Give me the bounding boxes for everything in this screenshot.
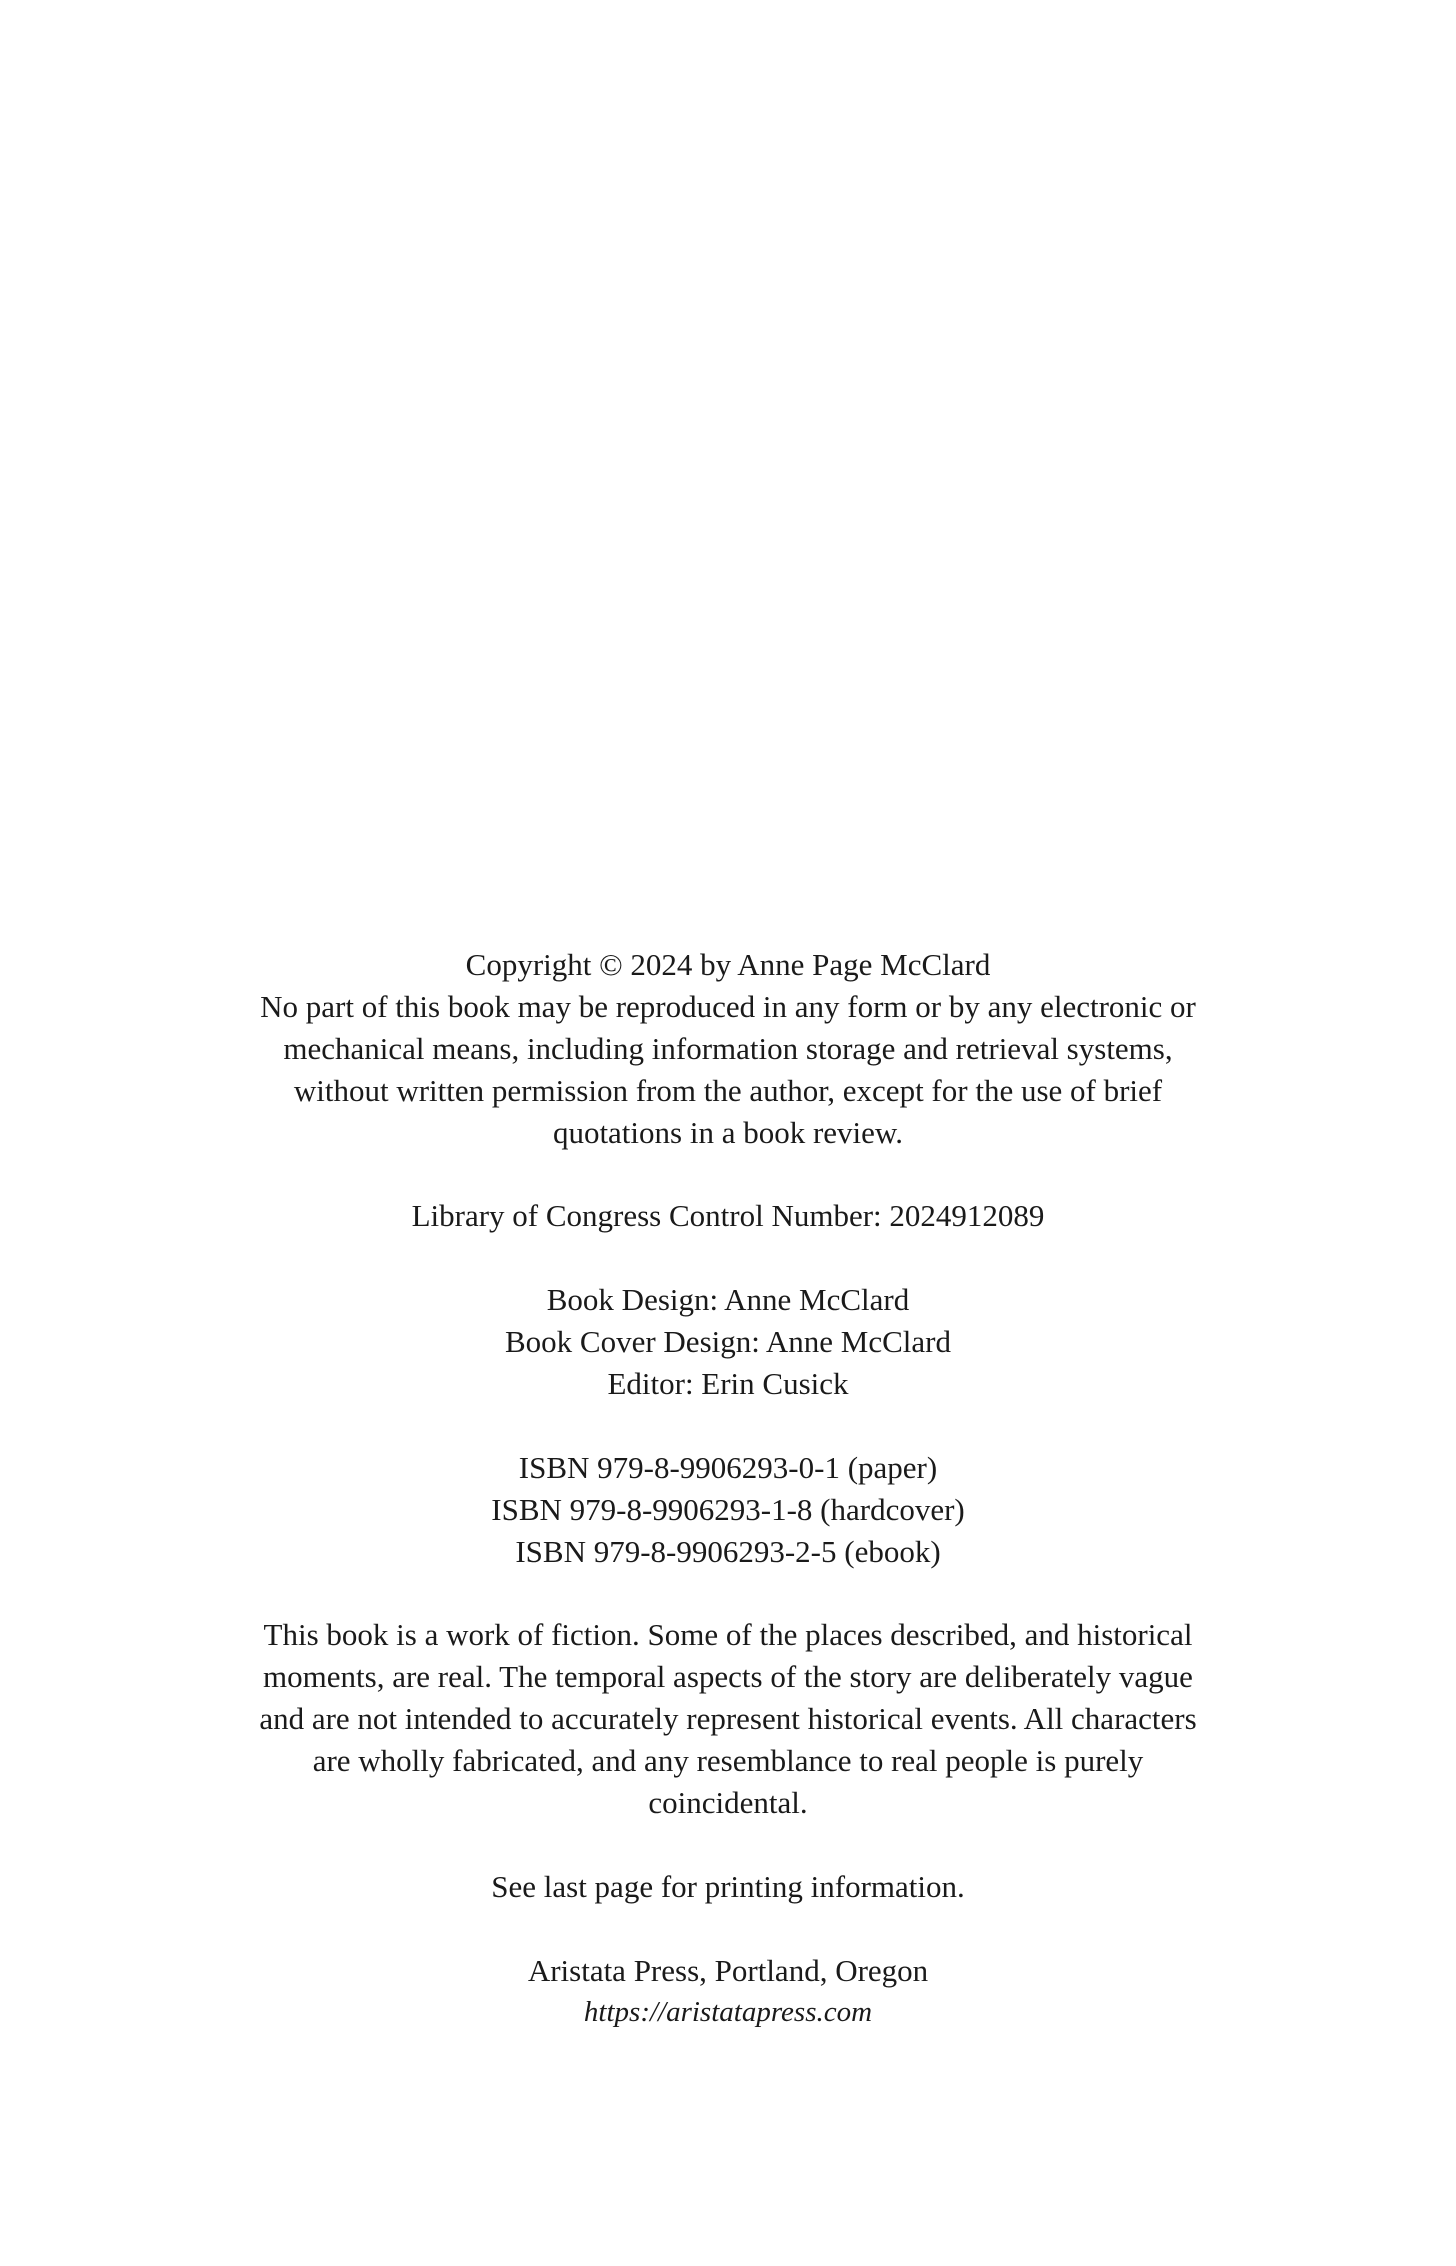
spacer [0,1154,1456,1196]
publisher-name: Aristata Press, Portland, Oregon [527,1952,929,1988]
disclaimer-line: and are not intended to accurately represent historical events. All characters [259,1701,1197,1737]
isbn-hardcover: ISBN 979-8-9906293-1-8 (hardcover) [491,1491,965,1527]
disclaimer-line: This book is a work of fiction. Some of the places described, and historical [263,1617,1193,1653]
spacer [0,1573,1456,1615]
rights-line: without written permission from the author, except for the use of brief [293,1072,1163,1108]
disclaimer-line: coincidental. [648,1785,808,1821]
credit-cover-design: Book Cover Design: Anne McClard [504,1324,951,1360]
rights-line: quotations in a book review. [552,1114,904,1150]
rights-line: mechanical means, including information storage and retrieval systems, [283,1030,1173,1066]
disclaimer-line: are wholly fabricated, and any resemblance to real people is purely [312,1743,1144,1779]
printing-note: See last page for printing information. [491,1868,965,1904]
rights-line: No part of this book may be reproduced in any form or by any electronic or [260,988,1196,1024]
publisher-url[interactable]: https://aristatapress.com [583,1995,873,2028]
spacer [0,1405,1456,1447]
isbn-paper: ISBN 979-8-9906293-0-1 (paper) [518,1449,938,1485]
disclaimer-line: moments, are real. The temporal aspects of the story are deliberately vague [263,1659,1193,1695]
spacer [0,1908,1456,1950]
copyright-notice: Copyright © 2024 by Anne Page McClard [465,947,991,982]
credit-book-design: Book Design: Anne McClard [546,1282,910,1318]
spacer [0,1824,1456,1866]
copyright-block [0,944,1456,2033]
lccn: Library of Congress Control Number: 2024912089 [411,1198,1045,1234]
spacer [0,1237,1456,1279]
credit-editor: Editor: Erin Cusick [607,1366,849,1402]
isbn-ebook: ISBN 979-8-9906293-2-5 (ebook) [515,1533,941,1569]
